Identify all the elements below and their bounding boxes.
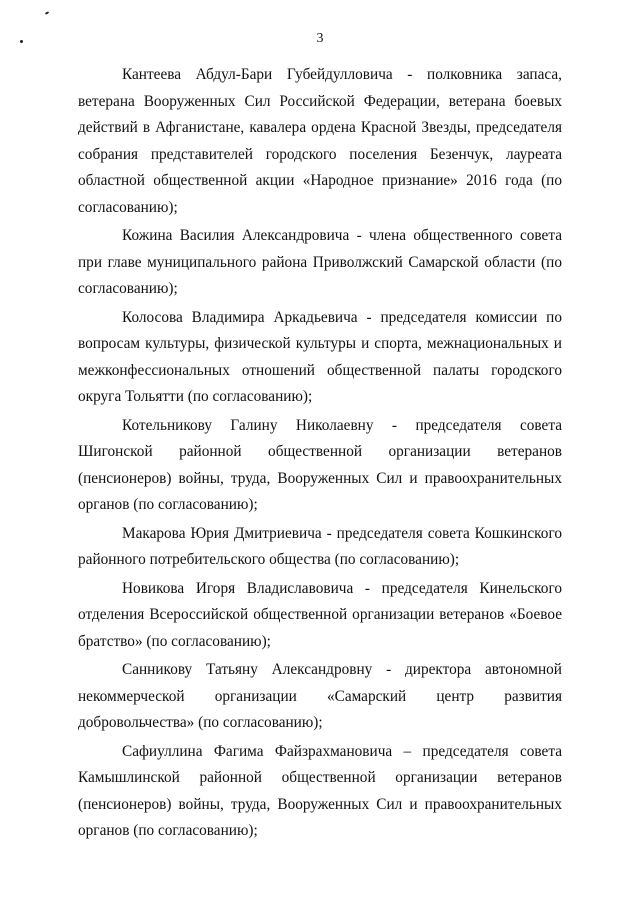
document-body	[78, 62, 562, 847]
paragraph-novikov: Новикова Игоря Владиславовича - председателя Кинельского отделения Всероссийской общественной организации ветеранов «Боевое братство» (по согласованию);	[78, 579, 562, 650]
paragraph-kozhin: Кожина Василия Александровича - члена общественного совета при главе муниципального района Приволжский Самарской области (по согласованию);	[78, 227, 562, 297]
paragraph-kolosov: Колосова Владимира Аркадьевича - председателя комиссии по вопросам культуры, физической культуры и спорта, межнациональных и межконфессиональных отношений общественной палаты городского округа Тольятти (по согласованию);	[78, 308, 562, 405]
paragraph-makarov: Макарова Юрия Дмитриевича - председателя совета Кошкинского районного потребительского общества (по согласованию);	[78, 524, 562, 568]
page-number: 3	[316, 31, 324, 46]
scan-speck	[45, 11, 49, 15]
paragraph-kanteev: Кантеева Абдул-Бари Губейдулловича - полковника запаса, ветерана Вооруженных Сил Российской Федерации, ветерана боевых действий в Афганистане, кавалера ордена Красной Звезды, председателя собрания представителей городского поселения Безенчук, лауреата областной общественной акции «Народное признание» 2016 года (по согласованию);	[78, 66, 562, 216]
paragraph-kotelnikova: Котельникову Галину Николаевну - председателя совета Шигонской районной общественной организации ветеранов (пенсионеров) войны, труда, Вооруженных Сил и правоохранительных органов (по согласованию);	[78, 416, 562, 513]
paragraph-sannikova: Санникову Татьяну Александровну - директора автономной некоммерческой организации «Самарский центр развития добровольчества» (по согласованию);	[78, 661, 562, 731]
paragraph-safiullin: Сафиуллина Фагима Файзрахмановича – председателя совета Камышлинской районной общественной организации ветеранов (пенсионеров) войны, труда, Вооруженных Сил и правоохранительных органов (по согласованию);	[78, 742, 562, 839]
